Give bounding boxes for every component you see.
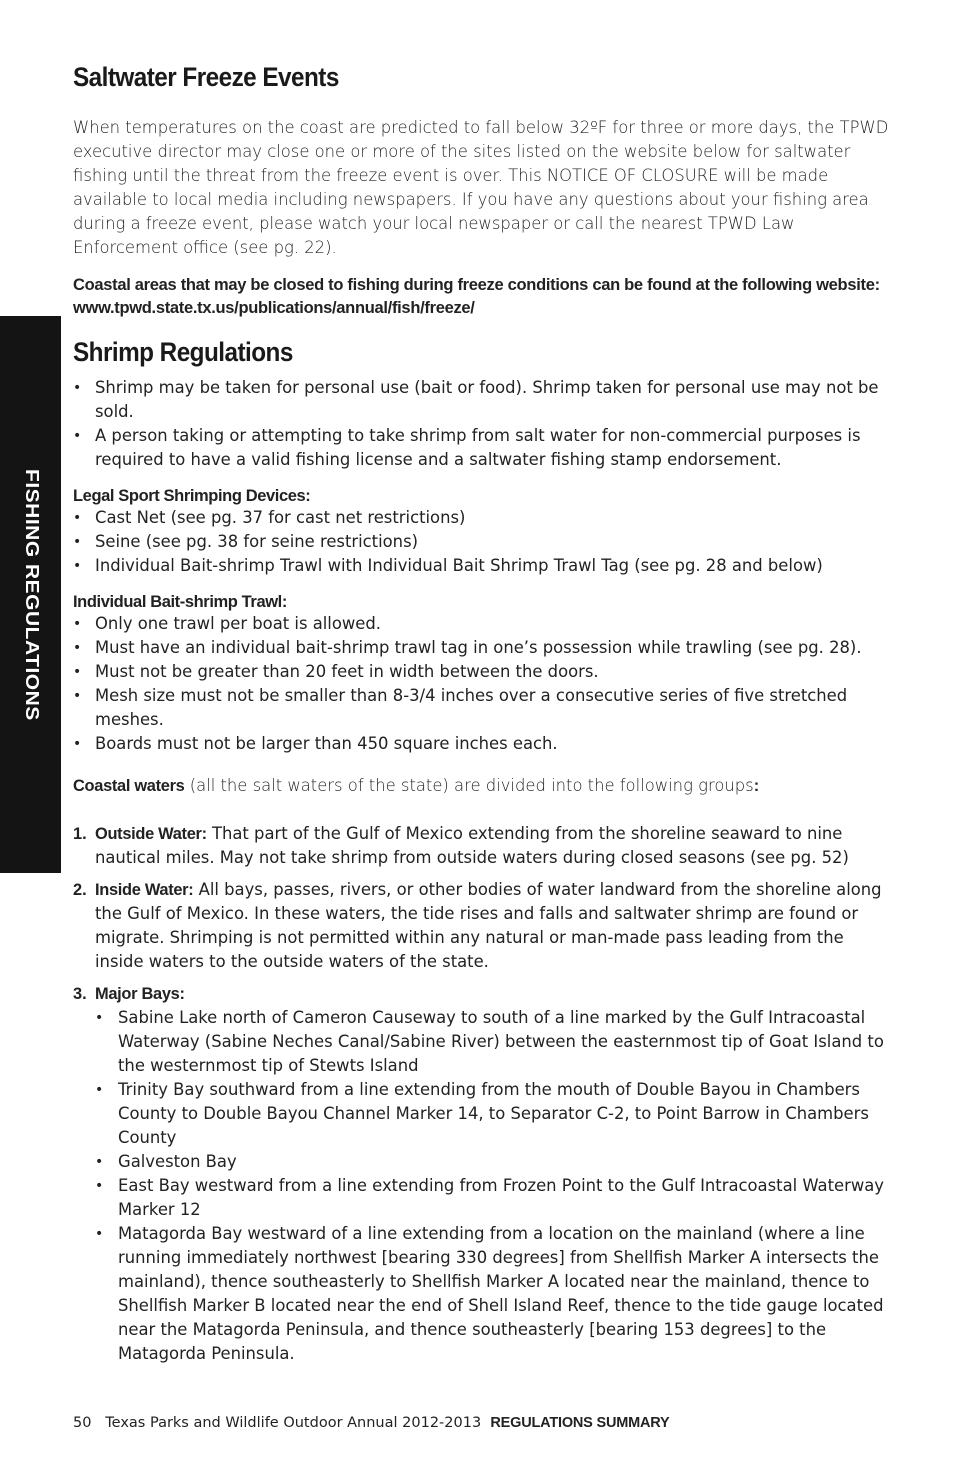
list-item: • A person taking or attempting to take shrimp from salt water for non-commercial purposes is required to have a valid fishing license and a saltwater fishing stamp endorsement. — [73, 424, 893, 472]
list-item: • Only one trawl per boat is allowed. — [73, 612, 893, 636]
group-text: That part of the Gulf of Mexico extending from the shoreline seaward to nine nautical miles. May not take shrimp from outside waters during closed seasons (see pg. 52) — [95, 824, 849, 867]
publication-title: Texas Parks and Wildlife Outdoor Annual 2012-2013 — [105, 1415, 482, 1431]
shrimp-title: Shrimp Regulations — [73, 337, 293, 367]
devices-list — [73, 506, 893, 578]
list-item: • Seine (see pg. 38 for seine restrictions) — [73, 530, 893, 554]
list-item: • East Bay westward from a line extending from Frozen Point to the Gulf Intracoastal Waterway Marker 12 — [95, 1174, 893, 1222]
devices-heading: Legal Sport Shrimping Devices: — [73, 487, 311, 505]
group-label: Outside Water: — [95, 825, 207, 843]
trawl-rules-list — [73, 612, 893, 756]
coastal-waters-intro — [73, 774, 893, 798]
list-item: • Must have an individual bait-shrimp trawl tag in one’s possession while trawling (see pg. 28). — [73, 636, 893, 660]
group-label: Major Bays: — [95, 985, 185, 1003]
list-item: • Galveston Bay — [95, 1150, 893, 1174]
coastal-waters-text: (all the salt waters of the state) are divided into the following groups — [184, 776, 754, 795]
group-number: 2. — [73, 881, 87, 899]
list-item: • Matagorda Bay westward of a line extending from a location on the mainland (where a line running immediately northwest [bearing 330 degrees] from Shellfish Marker A intersects the mainland), thence southeasterly to Shellfish Marker A located near the mainland, thence to Shellfish Marker B located near the end of Shell Island Reef, thence to the tide gauge located near the Matagorda Peninsula, and thence southeasterly [bearing 153 degrees] to the Matagorda Peninsula. — [95, 1222, 893, 1366]
page-footer — [73, 1415, 669, 1431]
list-item: • Cast Net (see pg. 37 for cast net restrictions) — [73, 506, 893, 530]
list-item: • Sabine Lake north of Cameron Causeway to south of a line marked by the Gulf Intracoastal Waterway (Sabine Neches Canal/Sabine River) between the easternmost tip of Goat Island to the westernmost tip of Stewts Island — [95, 1006, 893, 1078]
list-item: • Trinity Bay southward from a line extending from the mouth of Double Bayou in Chambers County to Double Bayou Channel Marker 14, to Separator C-2, to Point Barrow in Chambers County — [95, 1078, 893, 1150]
coastal-waters-lead: Coastal waters — [73, 777, 185, 795]
shrimp-bullets — [73, 376, 893, 472]
freeze-title: Saltwater Freeze Events — [73, 62, 339, 92]
page-content — [73, 62, 893, 1366]
group-item — [73, 822, 893, 870]
section-name: REGULATIONS SUMMARY — [490, 1415, 670, 1431]
page-number: 50 — [73, 1415, 92, 1431]
list-item: • Must not be greater than 20 feet in width between the doors. — [73, 660, 893, 684]
freeze-paragraph: When temperatures on the coast are predicted to fall below 32ºF for three or more days, the TPWD executive director may close one or more of the sites listed on the website below for saltwater fishing until the threat from the freeze event is over. This NOTICE OF CLOSURE will be made available to local media including newspapers. If you have any questions about your fishing area during a freeze event, please watch your local newspaper or call the nearest TPWD Law Enforcement office (see pg. 22). — [73, 118, 889, 257]
section-side-tab-label: FISHING REGULATIONS — [21, 468, 41, 721]
group-number: 3. — [73, 985, 87, 1003]
list-item: • Shrimp may be taken for personal use (bait or food). Shrimp taken for personal use may not be sold. — [73, 376, 893, 424]
major-bays-list — [73, 1006, 893, 1366]
section-side-tab — [0, 316, 61, 873]
group-number: 1. — [73, 825, 87, 843]
group-item — [73, 878, 893, 974]
freeze-website-note: Coastal areas that may be closed to fishing during freeze conditions can be found at the following website: www.tpwd.state.tx.us/publications/annual/fish/freeze/ — [73, 276, 880, 317]
list-item: • Boards must not be larger than 450 square inches each. — [73, 732, 893, 756]
coastal-waters-colon: : — [753, 777, 759, 795]
list-item: • Individual Bait-shrimp Trawl with Individual Bait Shrimp Trawl Tag (see pg. 28 and below) — [73, 554, 893, 578]
group-label: Inside Water: — [95, 881, 194, 899]
group-text: All bays, passes, rivers, or other bodies of water landward from the shoreline along the Gulf of Mexico. In these waters, the tide rises and falls and saltwater shrimp are found or migrate. Shrimping is not permitted within any natural or man-made pass leading from the inside waters to the outside waters of the state. — [95, 880, 882, 971]
trawl-heading: Individual Bait-shrimp Trawl: — [73, 593, 287, 611]
list-item: • Mesh size must not be smaller than 8-3/4 inches over a consecutive series of five stretched meshes. — [73, 684, 893, 732]
group-item — [73, 982, 893, 1006]
